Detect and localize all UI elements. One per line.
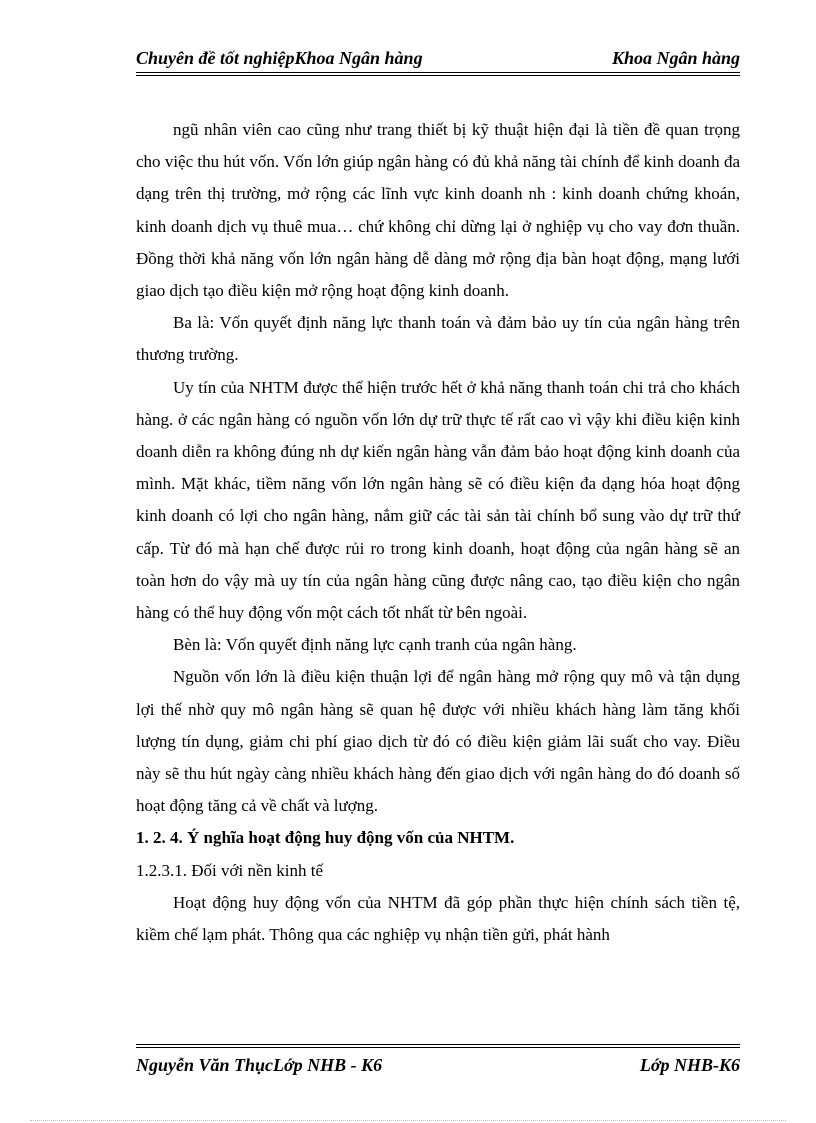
section-heading: 1. 2. 4. Ý nghĩa hoạt động huy động vốn của NHTM.	[136, 828, 515, 848]
subsection-heading: 1.2.3.1. Đối với nền kinh tế	[136, 860, 323, 880]
page-footer	[136, 1055, 740, 1079]
header-right-text: Khoa Ngân hàng	[611, 48, 740, 68]
paragraph-4: Bèn là: Vốn quyết định năng lực cạnh tranh của ngân hàng.	[173, 635, 577, 655]
header-left-text: Chuyên đề tốt nghiệpKhoa Ngân hàng	[136, 48, 423, 68]
paragraph-3: Uy tín của NHTM được thể hiện trước hết ở khả năng thanh toán chi trả cho khách hàng. ở các ngân hàng có nguồn vốn lớn dự trữ thực tế rất cao vì vậy khi điều kiện kinh doanh diễn ra không đúng nh dự kiến ngân hàng vẫn đảm bảo hoạt động kinh doanh của mình. Mặt khác, tiềm năng vốn lớn ngân hàng sẽ có điều kiện đa dạng hóa hoạt động kinh doanh có lợi cho ngân hàng, nắm giữ các tài sản tài chính bổ sung vào dự trữ thứ cấp. Từ đó mà hạn chế được rủi ro trong kinh doanh, hoạt động của ngân hàng sẽ an toàn hơn do vậy mà uy tín của ngân hàng cũng được nâng cao, tạo điều kiện cho ngân hàng có thể huy động vốn một cách tốt nhất từ bên ngoài.	[136, 377, 740, 623]
footer-left-text: Nguyễn Văn ThụcLớp NHB - K6	[136, 1055, 383, 1075]
paragraph-1: ngũ nhân viên cao cũng như trang thiết bị kỹ thuật hiện đại là tiền đề quan trọng cho việc thu hút vốn. Vốn lớn giúp ngân hàng có đủ khả năng tài chính để kinh doanh đa dạng trên thị trường, mở rộng các lĩnh vực kinh doanh nh : kinh doanh chứng khoán, kinh doanh dịch vụ thuê mua… chứ không chỉ dừng lại ở nghiệp vụ cho vay đơn thuần. Đồng thời khả năng vốn lớn ngân hàng dễ dàng mở rộng địa bàn hoạt động, mạng lưới giao dịch tạo điều kiện mở rộng hoạt động kinh doanh.	[136, 120, 740, 301]
paragraph-2: Ba là: Vốn quyết định năng lực thanh toán và đảm bảo uy tín của ngân hàng trên thương trường.	[136, 313, 740, 365]
page-header	[136, 48, 740, 72]
footer-rule	[136, 1044, 740, 1048]
document-body	[136, 114, 740, 951]
paragraph-6: Hoạt động huy động vốn của NHTM đã góp phần thực hiện chính sách tiền tệ, kiềm chế lạm phát. Thông qua các nghiệp vụ nhận tiền gửi, phát hành	[136, 892, 740, 945]
footer-right-text: Lớp NHB-K6	[639, 1055, 740, 1075]
page-edge-dotted-line	[30, 1120, 786, 1121]
header-rule	[136, 72, 740, 76]
paragraph-5: Nguồn vốn lớn là điều kiện thuận lợi để ngân hàng mở rộng quy mô và tận dụng lợi thế nhờ quy mô ngân hàng sẽ quan hệ được với nhiều khách hàng làm tăng khối lượng tín dụng, giảm chi phí giao dịch từ đó có điều kiện giảm lãi suất cho vay. Điều này sẽ thu hút ngày càng nhiều khách hàng đến giao dịch với ngân hàng do đó doanh số hoạt động tăng cả về chất và lượng.	[136, 667, 740, 816]
